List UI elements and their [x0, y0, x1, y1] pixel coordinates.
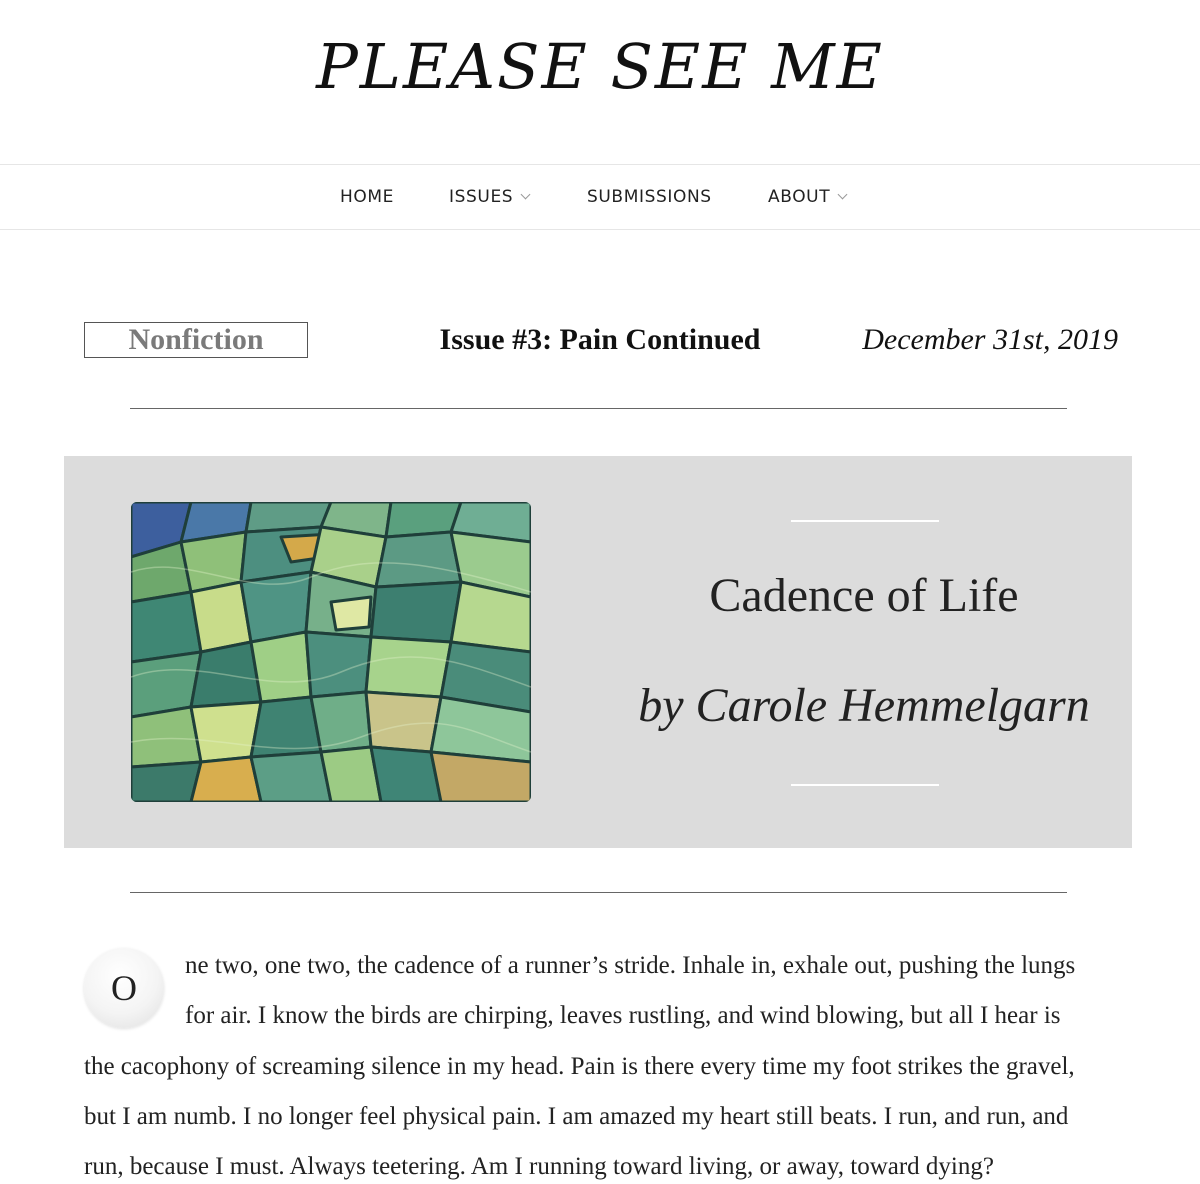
- chevron-down-icon: [838, 190, 848, 200]
- nav-item-about[interactable]: [768, 165, 846, 229]
- paragraph-line: for air. I know the birds are chirping, leaves rustling, and wind blowing, but all I hear is: [185, 1002, 1061, 1029]
- site-title[interactable]: PLEASE SEE ME: [316, 30, 884, 103]
- article-hero: [64, 456, 1132, 848]
- article-title: Cadence of Life: [709, 569, 1019, 622]
- article-author: by Carole Hemmelgarn: [638, 679, 1090, 732]
- category-badge[interactable]: Nonfiction: [84, 322, 308, 358]
- nav-item-label: ISSUES: [449, 187, 514, 207]
- paragraph-line: run, because I must. Always teetering. Am I running toward living, or away, toward dying?: [84, 1153, 994, 1180]
- hero-divider-bottom: [791, 784, 939, 786]
- nav-item-label: ABOUT: [768, 187, 831, 207]
- featured-image: [131, 502, 531, 802]
- mosaic-image: [131, 502, 531, 802]
- divider: [130, 408, 1067, 409]
- hero-divider-top: [791, 520, 939, 522]
- post-date: December 31st, 2019: [862, 323, 1118, 356]
- issue-title[interactable]: Issue #3: Pain Continued: [439, 323, 761, 356]
- divider: [130, 892, 1067, 893]
- drop-cap: O: [84, 948, 164, 1028]
- chevron-down-icon: [521, 190, 531, 200]
- nav-item-submissions[interactable]: [587, 165, 712, 229]
- paragraph-line: ne two, one two, the cadence of a runner’s stride. Inhale in, exhale out, pushing the lungs: [185, 952, 1076, 979]
- nav-item-issues[interactable]: [449, 165, 529, 229]
- paragraph-line: but I am numb. I no longer feel physical pain. I am amazed my heart still beats. I run, and run, and: [84, 1103, 1069, 1130]
- nav-item-label: SUBMISSIONS: [587, 187, 712, 207]
- main-nav: [0, 164, 1200, 230]
- paragraph-line: the cacophony of screaming silence in my head. Pain is there every time my foot strikes the gravel,: [84, 1053, 1075, 1080]
- nav-item-label: HOME: [340, 187, 394, 207]
- nav-item-home[interactable]: [340, 165, 394, 229]
